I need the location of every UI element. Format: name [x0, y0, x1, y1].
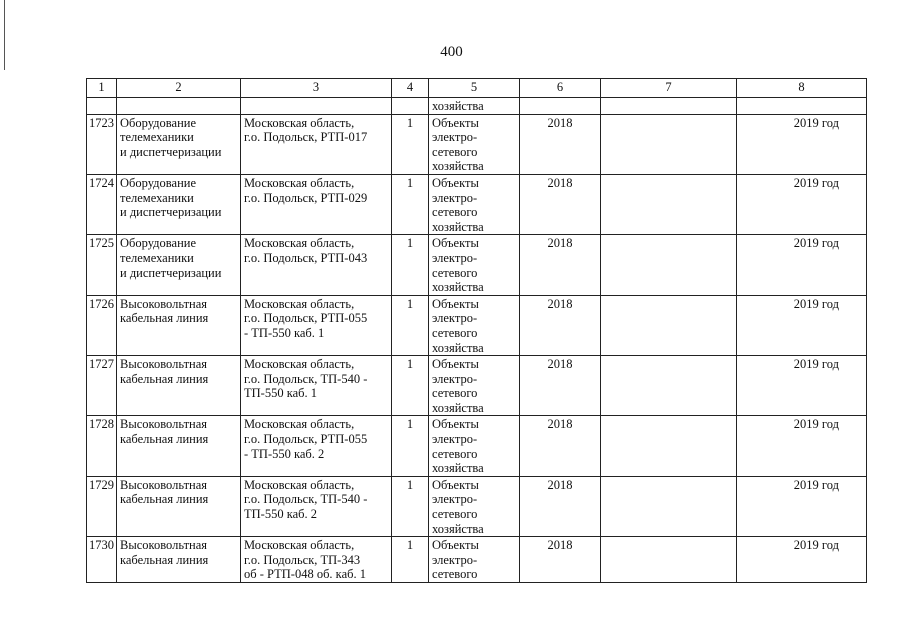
object-address: Московская область, г.о. Подольск, ТП-540 - ТП-550 каб. 2 [241, 476, 392, 536]
continuation-text: хозяйства [429, 98, 520, 115]
header-cell: 8 [737, 79, 867, 98]
object-name: Высоковольтная кабельная линия [117, 416, 241, 476]
table-row [87, 114, 867, 174]
header-row [87, 79, 867, 98]
quantity: 1 [392, 235, 429, 295]
period: 2019 год [737, 356, 867, 416]
column-7 [601, 537, 737, 583]
page-number: 400 [440, 44, 463, 60]
period: 2019 год [737, 174, 867, 234]
object-address: Московская область, г.о. Подольск, РТП-043 [241, 235, 392, 295]
quantity: 1 [392, 295, 429, 355]
object-name: Оборудование телемеханики и диспетчеризации [117, 174, 241, 234]
header-cell: 1 [87, 79, 117, 98]
object-name: Высоковольтная кабельная линия [117, 295, 241, 355]
row-number: 1730 [87, 537, 117, 583]
quantity: 1 [392, 476, 429, 536]
column-7 [601, 476, 737, 536]
objects-table [86, 78, 867, 583]
period: 2019 год [737, 476, 867, 536]
row-number: 1724 [87, 174, 117, 234]
quantity: 1 [392, 114, 429, 174]
row-number: 1728 [87, 416, 117, 476]
object-category: Объекты электро- сетевого хозяйства [429, 356, 520, 416]
quantity: 1 [392, 416, 429, 476]
table-row [87, 537, 867, 583]
column-7 [601, 416, 737, 476]
object-address: Московская область, г.о. Подольск, РТП-029 [241, 174, 392, 234]
table-row [87, 174, 867, 234]
period: 2019 год [737, 537, 867, 583]
object-category: Объекты электро- сетевого [429, 537, 520, 583]
period: 2019 год [737, 235, 867, 295]
header-cell: 4 [392, 79, 429, 98]
row-number: 1729 [87, 476, 117, 536]
continuation-row [87, 98, 867, 115]
object-category: Объекты электро- сетевого хозяйства [429, 174, 520, 234]
header-cell: 7 [601, 79, 737, 98]
year: 2018 [520, 416, 601, 476]
object-address: Московская область, г.о. Подольск, ТП-343 об - РТП-048 об. каб. 1 [241, 537, 392, 583]
object-name: Высоковольтная кабельная линия [117, 476, 241, 536]
object-address: Московская область, г.о. Подольск, РТП-055 - ТП-550 каб. 1 [241, 295, 392, 355]
object-category: Объекты электро- сетевого хозяйства [429, 416, 520, 476]
object-category: Объекты электро- сетевого хозяйства [429, 476, 520, 536]
year: 2018 [520, 537, 601, 583]
year: 2018 [520, 476, 601, 536]
year: 2018 [520, 295, 601, 355]
object-category: Объекты электро- сетевого хозяйства [429, 114, 520, 174]
year: 2018 [520, 114, 601, 174]
header-cell: 6 [520, 79, 601, 98]
header-cell: 3 [241, 79, 392, 98]
period: 2019 год [737, 295, 867, 355]
column-7 [601, 356, 737, 416]
table-row [87, 416, 867, 476]
quantity: 1 [392, 537, 429, 583]
header-cell: 5 [429, 79, 520, 98]
table-row [87, 295, 867, 355]
row-number: 1723 [87, 114, 117, 174]
table-row [87, 235, 867, 295]
object-category: Объекты электро- сетевого хозяйства [429, 295, 520, 355]
object-address: Московская область, г.о. Подольск, ТП-540 - ТП-550 каб. 1 [241, 356, 392, 416]
column-7 [601, 295, 737, 355]
object-category: Объекты электро- сетевого хозяйства [429, 235, 520, 295]
year: 2018 [520, 356, 601, 416]
period: 2019 год [737, 114, 867, 174]
year: 2018 [520, 235, 601, 295]
object-name: Высоковольтная кабельная линия [117, 537, 241, 583]
year: 2018 [520, 174, 601, 234]
row-number: 1725 [87, 235, 117, 295]
object-address: Московская область, г.о. Подольск, РТП-055 - ТП-550 каб. 2 [241, 416, 392, 476]
object-name: Высоковольтная кабельная линия [117, 356, 241, 416]
quantity: 1 [392, 174, 429, 234]
column-7 [601, 174, 737, 234]
period: 2019 год [737, 416, 867, 476]
object-name: Оборудование телемеханики и диспетчеризации [117, 235, 241, 295]
column-7 [601, 114, 737, 174]
row-number: 1727 [87, 356, 117, 416]
column-7 [601, 235, 737, 295]
header-cell: 2 [117, 79, 241, 98]
row-number: 1726 [87, 295, 117, 355]
object-name: Оборудование телемеханики и диспетчеризации [117, 114, 241, 174]
table-row [87, 476, 867, 536]
table-row [87, 356, 867, 416]
object-address: Московская область, г.о. Подольск, РТП-017 [241, 114, 392, 174]
quantity: 1 [392, 356, 429, 416]
